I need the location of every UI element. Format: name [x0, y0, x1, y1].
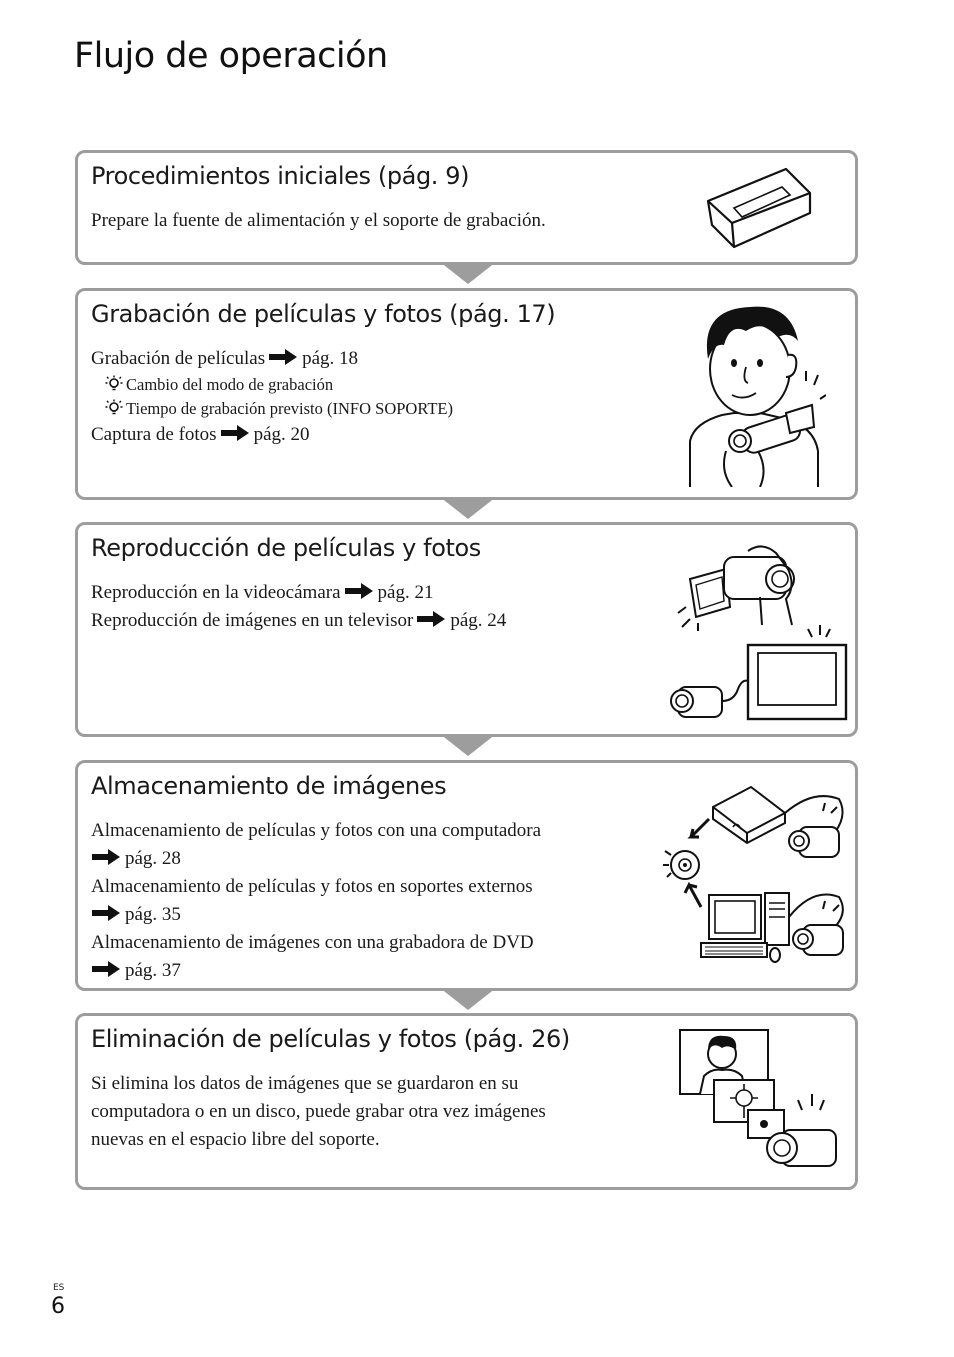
section-heading: Grabación de películas y fotos (pág. 17)	[91, 300, 556, 328]
playback-camera-line	[91, 579, 506, 607]
page-number: 6	[51, 1294, 65, 1319]
page-ref[interactable]: pág. 20	[253, 424, 310, 445]
storage-devices-illustration	[663, 777, 853, 967]
section-playback	[75, 522, 858, 737]
page-ref[interactable]: pág. 18	[302, 348, 359, 369]
section-heading: Almacenamiento de imágenes	[91, 772, 447, 800]
section-body	[91, 1070, 546, 1154]
right-arrow-icon	[344, 582, 374, 600]
tip-text: Tiempo de grabación previsto (INFO SOPORTE)	[126, 399, 453, 418]
capture-photos-line	[91, 421, 453, 449]
flow-connector	[440, 734, 496, 756]
section-deleting	[75, 1013, 858, 1190]
body-line: computadora o en un disco, puede grabar otra vez imágenes	[91, 1101, 546, 1122]
right-arrow-icon	[91, 904, 121, 922]
page-ref[interactable]: pág. 28	[125, 848, 181, 869]
save-dvd-line: Almacenamiento de imágenes con una grabadora de DVD	[91, 932, 534, 953]
right-arrow-icon	[416, 610, 446, 628]
section-heading: Eliminación de películas y fotos (pág. 26)	[91, 1025, 570, 1053]
save-external-ref	[91, 901, 541, 929]
page-ref[interactable]: pág. 24	[450, 610, 507, 631]
section-heading: Procedimientos iniciales (pág. 9)	[91, 162, 470, 190]
flow-connector	[440, 497, 496, 519]
flow-connector	[440, 262, 496, 284]
camcorder-and-tv-illustration	[668, 535, 850, 727]
tip-line	[91, 397, 453, 421]
tip-line	[91, 373, 453, 397]
page-ref[interactable]: pág. 35	[125, 904, 181, 925]
page-ref[interactable]: pág. 21	[377, 582, 434, 603]
right-arrow-icon	[220, 424, 250, 442]
playback-tv-line	[91, 607, 506, 635]
section-body	[91, 345, 453, 449]
page-title: Flujo de operación	[74, 36, 388, 76]
lightbulb-icon	[105, 399, 123, 417]
save-external-line: Almacenamiento de películas y fotos en soportes externos	[91, 876, 533, 897]
text: Captura de fotos	[91, 424, 217, 445]
section-body	[91, 207, 546, 235]
save-computer-line: Almacenamiento de películas y fotos con una computadora	[91, 820, 542, 841]
section-getting-started	[75, 150, 858, 265]
section-recording	[75, 288, 858, 500]
section-saving	[75, 760, 858, 991]
recording-movies-line	[91, 345, 453, 373]
body-line: Prepare la fuente de alimentación y el soporte de grabación.	[91, 210, 546, 231]
section-body	[91, 817, 541, 985]
page-ref[interactable]: pág. 37	[125, 960, 181, 981]
text: Reproducción de imágenes en un televisor	[91, 610, 414, 631]
tip-text: Cambio del modo de grabación	[126, 375, 334, 394]
flow-connector	[440, 988, 496, 1010]
section-body	[91, 579, 506, 635]
body-line: Si elimina los datos de imágenes que se guardaron en su	[91, 1073, 519, 1094]
right-arrow-icon	[91, 960, 121, 978]
save-dvd-ref	[91, 957, 541, 985]
battery-pack-icon	[704, 163, 814, 255]
save-computer-ref	[91, 845, 541, 873]
deleting-images-illustration	[678, 1028, 843, 1180]
right-arrow-icon	[91, 848, 121, 866]
text: Reproducción en la videocámara	[91, 582, 341, 603]
body-line: nuevas en el espacio libre del soporte.	[91, 1129, 380, 1150]
text: Grabación de películas	[91, 348, 266, 369]
section-heading: Reproducción de películas y fotos	[91, 534, 481, 562]
lightbulb-icon	[105, 375, 123, 393]
person-recording-illustration	[686, 301, 826, 487]
language-code: ES	[53, 1283, 65, 1293]
right-arrow-icon	[268, 348, 298, 366]
